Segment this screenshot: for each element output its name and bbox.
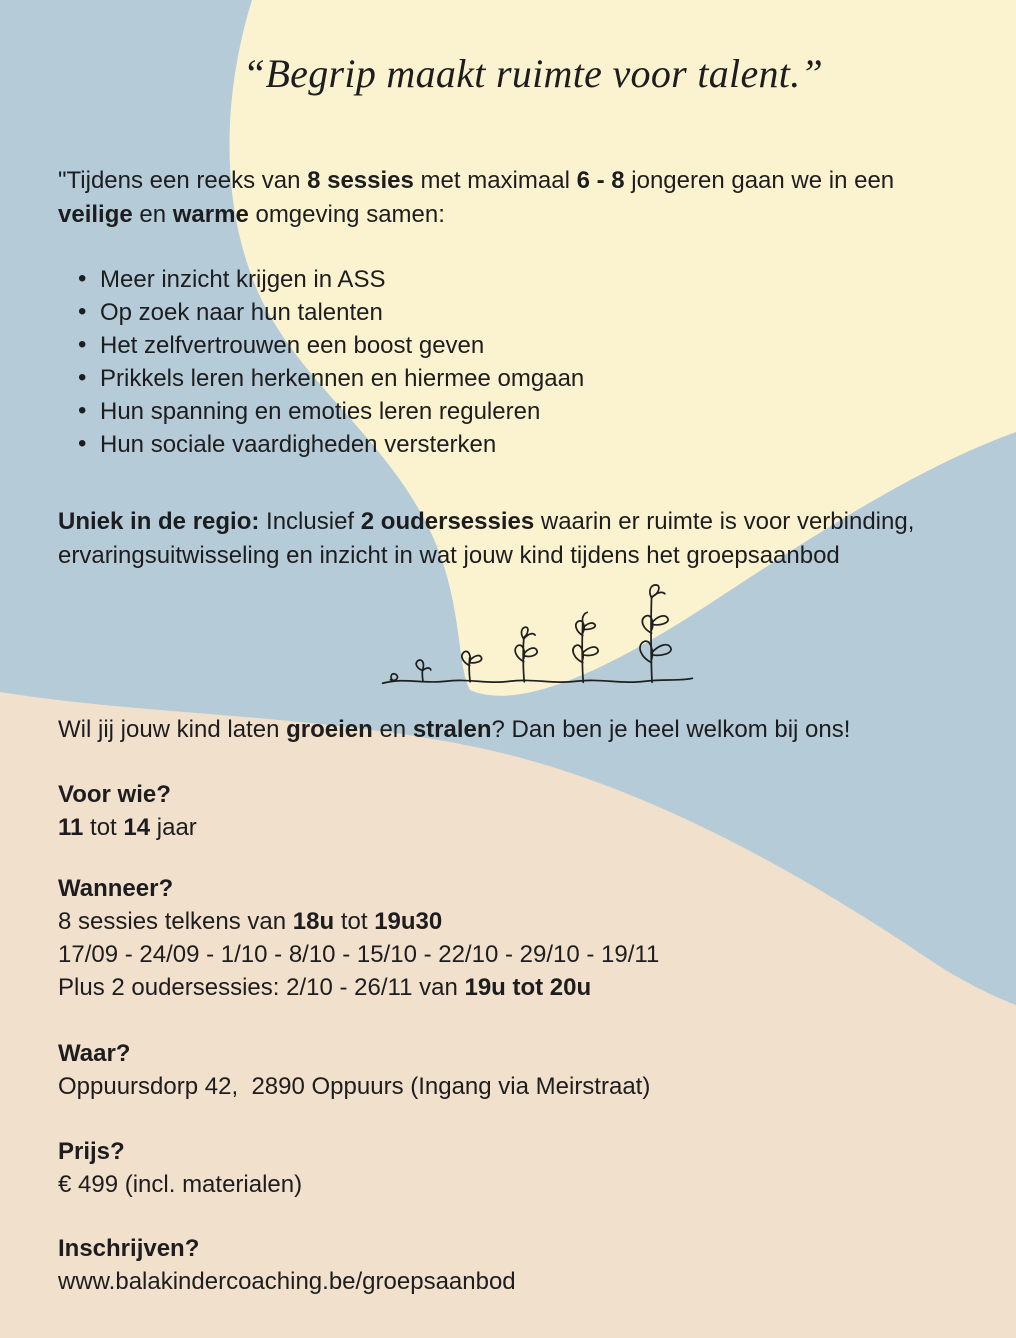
section-heading: Waar? xyxy=(58,1040,131,1067)
section-prijs xyxy=(58,1135,958,1201)
section-heading: Wanneer? xyxy=(58,875,174,902)
list-item: • Op zoek naar hun talenten xyxy=(78,296,958,329)
age-range-line: 11 tot 14 jaar xyxy=(58,814,197,841)
price-line: € 499 (incl. materialen) xyxy=(58,1171,303,1198)
section-body xyxy=(58,1168,958,1201)
section-inschrijven xyxy=(58,1232,958,1298)
unique-note-paragraph xyxy=(58,505,958,573)
welcome-line xyxy=(58,713,958,747)
welcome-text: Wil jij jouw kind laten groeien en stralen? Dan ben je heel welkom bij ons! xyxy=(58,716,851,743)
section-body xyxy=(58,1265,958,1298)
list-item: • Prikkels leren herkennen en hiermee omgaan xyxy=(78,362,958,395)
parent-sessions-line: Plus 2 oudersessies: 2/10 - 26/11 van 19u tot 20u xyxy=(58,974,592,1001)
intro-line-2: veilige en warme omgeving samen: xyxy=(58,201,445,228)
plant-sketch-svg xyxy=(372,579,704,697)
section-heading: Voor wie? xyxy=(58,781,171,808)
list-item: • Hun spanning en emoties leren reguleren xyxy=(78,395,958,428)
list-item: • Meer inzicht krijgen in ASS xyxy=(78,263,958,296)
section-body xyxy=(58,811,958,844)
address-line: Oppuursdorp 42, 2890 Oppuurs (Ingang via Meirstraat) xyxy=(58,1073,651,1100)
list-item: • Het zelfvertrouwen een boost geven xyxy=(78,329,958,362)
section-wanneer xyxy=(58,872,958,1004)
section-body xyxy=(58,1070,958,1103)
unique-note-line-2: ervaringsuitwisseling en inzicht in wat jouw kind tijdens het groepsaanbod xyxy=(58,542,840,569)
growth-plants-illustration xyxy=(58,579,958,697)
session-time-line: 8 sessies telkens van 18u tot 19u30 xyxy=(58,908,443,935)
session-dates-line: 17/09 - 24/09 - 1/10 - 8/10 - 15/10 - 22/10 - 29/10 - 19/11 xyxy=(58,941,660,968)
registration-url: www.balakindercoaching.be/groepsaanbod xyxy=(58,1268,516,1295)
section-voor-wie xyxy=(58,778,958,844)
intro-line-1: "Tijdens een reeks van 8 sessies met maximaal 6 - 8 jongeren gaan we in een xyxy=(58,167,895,194)
unique-note-line-1: Uniek in de regio: Inclusief 2 oudersessies waarin er ruimte is voor verbinding, xyxy=(58,508,915,535)
intro-paragraph xyxy=(58,164,958,232)
program-goals-list xyxy=(58,263,958,461)
section-heading: Inschrijven? xyxy=(58,1235,200,1262)
list-item: • Hun sociale vaardigheden versterken xyxy=(78,428,958,461)
section-heading: Prijs? xyxy=(58,1138,125,1165)
section-body xyxy=(58,905,958,1004)
page-title: “Begrip maakt ruimte voor talent.” xyxy=(242,51,824,96)
section-waar xyxy=(58,1037,958,1103)
